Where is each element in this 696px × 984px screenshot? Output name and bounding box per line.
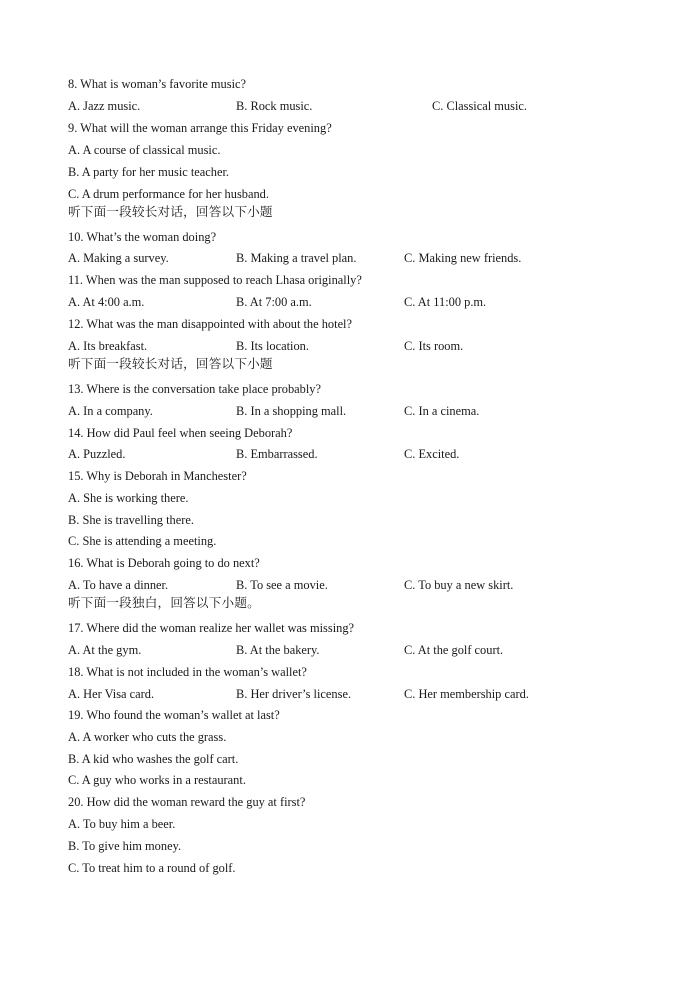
question-text: 19. Who found the woman’s wallet at last? — [68, 708, 280, 722]
answer-option: B. In a shopping mall. — [236, 404, 347, 418]
answer-option: B. At 7:00 a.m. — [236, 295, 312, 309]
answer-option: A. To have a dinner. — [68, 578, 169, 592]
question-text: 10. What’s the woman doing? — [68, 230, 217, 244]
answer-option: C. A drum performance for her husband. — [68, 187, 269, 201]
question-text: 18. What is not included in the woman’s wallet? — [68, 665, 307, 679]
answer-option: C. Classical music. — [432, 99, 527, 113]
answer-option: B. Rock music. — [236, 99, 313, 113]
answer-option: A. A course of classical music. — [68, 143, 221, 157]
answer-option: C. Her membership card. — [404, 687, 529, 701]
answer-option: A. To buy him a beer. — [68, 817, 176, 831]
question-text: 11. When was the man supposed to reach Lhasa originally? — [68, 273, 362, 287]
answer-option: A. Making a survey. — [68, 251, 169, 265]
answer-option: B. Making a travel plan. — [236, 251, 357, 265]
answer-option: C. Its room. — [404, 339, 464, 353]
answer-option: C. A guy who works in a restaurant. — [68, 773, 246, 787]
answer-option: A. Puzzled. — [68, 447, 126, 461]
answer-option: A. At 4:00 a.m. — [68, 295, 145, 309]
answer-option: C. In a cinema. — [404, 404, 480, 418]
answer-option: A. Her Visa card. — [68, 687, 155, 701]
answer-option: C. Excited. — [404, 447, 460, 461]
answer-option: B. Its location. — [236, 339, 309, 353]
answer-option: A. At the gym. — [68, 643, 142, 657]
question-text: 9. What will the woman arrange this Friday evening? — [68, 121, 332, 135]
answer-option: C. To buy a new skirt. — [404, 578, 514, 592]
section-instruction: 听下面一段较长对话，回答以下小题 — [68, 204, 273, 219]
question-text: 12. What was the man disappointed with about the hotel? — [68, 317, 353, 331]
answer-option: C. Making new friends. — [404, 251, 522, 265]
answer-option: A. A worker who cuts the grass. — [68, 730, 227, 744]
answer-option: A. She is working there. — [68, 491, 189, 505]
question-text: 14. How did Paul feel when seeing Deborah? — [68, 426, 293, 440]
section-instruction: 听下面一段较长对话，回答以下小题 — [68, 356, 273, 371]
answer-option: A. Its breakfast. — [68, 339, 148, 353]
question-text: 15. Why is Deborah in Manchester? — [68, 469, 247, 483]
answer-option: B. To see a movie. — [236, 578, 328, 592]
answer-option: B. To give him money. — [68, 839, 182, 853]
answer-option: C. She is attending a meeting. — [68, 534, 217, 548]
answer-option: B. She is travelling there. — [68, 513, 194, 527]
answer-option: C. At the golf court. — [404, 643, 504, 657]
answer-option: A. Jazz music. — [68, 99, 141, 113]
question-text: 20. How did the woman reward the guy at first? — [68, 795, 306, 809]
answer-option: B. A party for her music teacher. — [68, 165, 230, 179]
section-instruction: 听下面一段独白，回答以下小题。 — [68, 595, 260, 610]
answer-option: B. At the bakery. — [236, 643, 320, 657]
answer-option: B. A kid who washes the golf cart. — [68, 752, 239, 766]
question-text: 8. What is woman’s favorite music? — [68, 77, 247, 91]
question-text: 16. What is Deborah going to do next? — [68, 556, 260, 570]
answer-option: C. To treat him to a round of golf. — [68, 861, 236, 875]
answer-option: A. In a company. — [68, 404, 153, 418]
question-text: 13. Where is the conversation take place probably? — [68, 382, 321, 396]
answer-option: C. At 11:00 p.m. — [404, 295, 487, 309]
answer-option: B. Embarrassed. — [236, 447, 318, 461]
answer-option: B. Her driver’s license. — [236, 687, 352, 701]
question-text: 17. Where did the woman realize her wallet was missing? — [68, 621, 355, 635]
